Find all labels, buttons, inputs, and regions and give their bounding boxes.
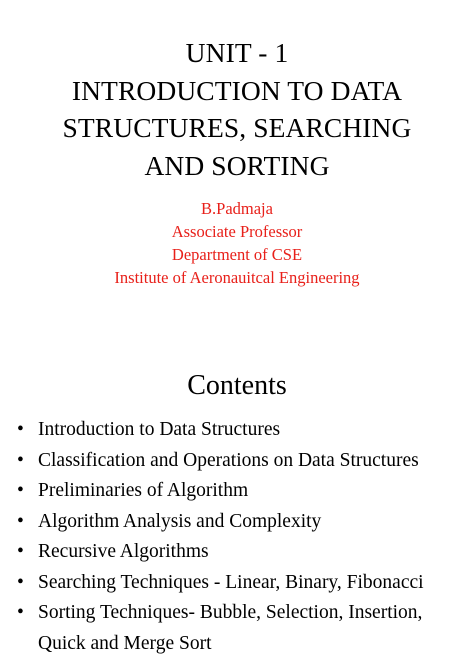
bullet-icon: • <box>17 476 24 507</box>
contents-item <box>0 476 474 507</box>
bullet-icon: • <box>17 446 24 477</box>
contents-list <box>0 415 474 659</box>
title-line-4: AND SORTING <box>0 147 474 185</box>
contents-item <box>0 507 474 538</box>
contents-item <box>0 415 474 446</box>
contents-item <box>0 568 474 599</box>
title-line-1: UNIT - 1 <box>0 34 474 72</box>
contents-item-text: Searching Techniques - Linear, Binary, Fibonacci <box>38 568 424 599</box>
contents-item-text: Sorting Techniques- Bubble, Selection, Insertion, <box>38 598 422 629</box>
contents-item-continuation <box>0 629 474 659</box>
contents-item-text: Classification and Operations on Data Structures <box>38 446 419 477</box>
author-name: B.Padmaja <box>0 197 474 220</box>
bullet-icon: • <box>17 507 24 538</box>
title-line-3: STRUCTURES, SEARCHING <box>0 109 474 147</box>
title-line-2: INTRODUCTION TO DATA <box>0 72 474 110</box>
contents-item <box>0 537 474 568</box>
bullet-icon: • <box>17 568 24 599</box>
bullet-icon: • <box>17 598 24 629</box>
bullet-icon: • <box>17 415 24 446</box>
contents-slide <box>0 300 474 632</box>
contents-heading: Contents <box>0 366 474 406</box>
author-designation: Associate Professor <box>0 220 474 243</box>
contents-item-text: Quick and Merge Sort <box>38 629 211 659</box>
contents-item-text: Algorithm Analysis and Complexity <box>38 507 321 538</box>
contents-item-text: Introduction to Data Structures <box>38 415 280 446</box>
author-department: Department of CSE <box>0 243 474 266</box>
contents-item-text: Recursive Algorithms <box>38 537 209 568</box>
slide-title <box>0 34 474 184</box>
author-info <box>0 197 474 289</box>
contents-item-text: Preliminaries of Algorithm <box>38 476 248 507</box>
author-institute: Institute of Aeronauitcal Engineering <box>0 266 474 289</box>
bullet-icon: • <box>17 537 24 568</box>
title-slide <box>0 0 474 300</box>
contents-item <box>0 446 474 477</box>
contents-item <box>0 598 474 629</box>
